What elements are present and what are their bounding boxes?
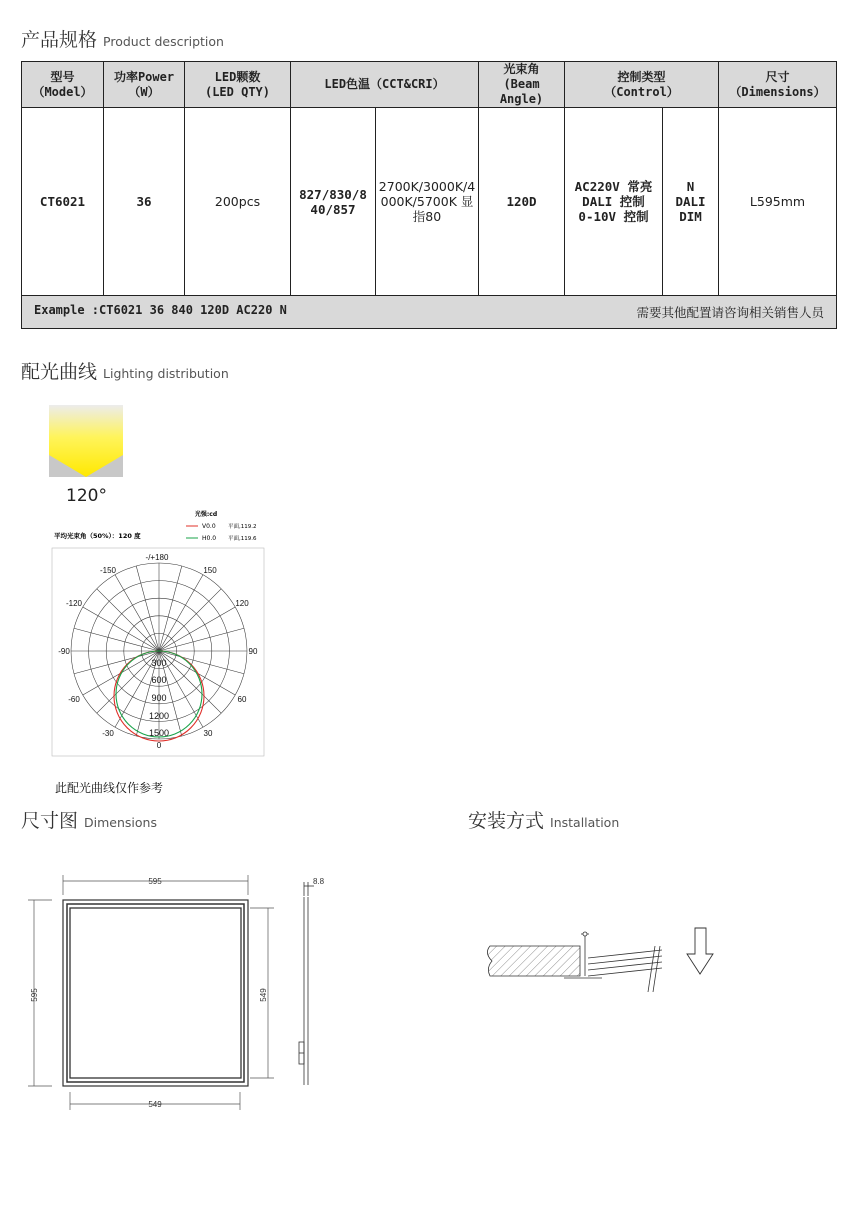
cell-control-code: N DALI DIM xyxy=(663,108,719,296)
polar-unit-label: 光强:cd xyxy=(194,511,218,518)
polar-spoke xyxy=(115,575,159,651)
example-text: Example :CT6021 36 840 120D AC220 N xyxy=(34,303,287,317)
header-led-qty: LED颗数 (LED QTY) xyxy=(185,62,291,108)
lighting-section-title xyxy=(21,357,229,384)
angle-label-90: 90 xyxy=(248,647,258,656)
polar-spoke xyxy=(159,607,235,651)
header-dimensions: 尺寸 （Dimensions） xyxy=(719,62,837,108)
polar-spoke xyxy=(159,575,203,651)
polar-spoke xyxy=(136,566,159,651)
angle-label-neg90: -90 xyxy=(58,647,70,656)
dim-inner-width: 549 xyxy=(148,1100,162,1109)
header-control: 控制类型 （Control） xyxy=(565,62,719,108)
angle-label-neg30: -30 xyxy=(102,729,114,738)
angle-label-180: -/+180 xyxy=(145,553,169,562)
angle-label-0: 0 xyxy=(156,741,162,750)
cell-dimensions: L595mm xyxy=(719,108,837,296)
angle-label-neg60: -60 xyxy=(68,695,80,704)
ceiling-section xyxy=(487,946,580,976)
beam-angle-label: 120° xyxy=(66,486,107,506)
polar-note: 此配光曲线仅作参考 xyxy=(55,781,164,795)
polar-spoke xyxy=(74,651,159,674)
table-footer-row xyxy=(22,296,837,329)
header-power: 功率Power （W） xyxy=(104,62,185,108)
polar-spoke xyxy=(159,628,244,651)
polar-spoke xyxy=(159,566,182,651)
angle-label-neg120: -120 xyxy=(65,599,83,608)
legend-v-value: 平面,119.2 xyxy=(228,524,257,530)
polar-spoke xyxy=(159,651,221,713)
polar-spoke xyxy=(97,651,159,713)
angle-label-120: 120 xyxy=(235,599,249,608)
installation-section-title xyxy=(468,806,619,833)
angle-label-60: 60 xyxy=(237,695,247,704)
contact-note: 需要其他配置请咨询相关销售人员 xyxy=(636,305,825,320)
legend-h-name: H0.0 xyxy=(202,535,217,542)
installation-title-en: Installation xyxy=(550,815,620,830)
example-row xyxy=(22,296,837,329)
polar-spoke xyxy=(159,589,221,651)
dimensions-title-cn: 尺寸图 xyxy=(21,810,79,832)
beam-angle-icon xyxy=(49,405,123,477)
polar-spoke xyxy=(74,628,159,651)
installation-diagram xyxy=(480,920,740,1000)
avg-beam-label: 平均光束角（50%）：120 度 xyxy=(54,532,141,540)
cell-led-qty: 200pcs xyxy=(185,108,291,296)
ring-label-600: 600 xyxy=(151,675,167,685)
ring-label-1200: 1200 xyxy=(148,711,170,721)
angle-label-150: 150 xyxy=(203,566,217,575)
dimensions-section-title xyxy=(21,806,157,833)
table-header-row xyxy=(22,62,837,108)
header-model: 型号 （Model） xyxy=(22,62,104,108)
lighting-title-en: Lighting distribution xyxy=(103,366,229,381)
cell-control: AC220V 常亮 DALI 控制 0-10V 控制 xyxy=(565,108,663,296)
polar-chart xyxy=(50,504,266,758)
polar-spoke xyxy=(97,589,159,651)
ring-label-900: 900 xyxy=(151,693,167,703)
header-beam-angle: 光束角 (Beam Angle) xyxy=(479,62,565,108)
dim-outer-height: 595 xyxy=(30,988,39,1002)
spec-title-cn: 产品规格 xyxy=(21,29,98,51)
angle-label-30: 30 xyxy=(203,729,213,738)
table-row xyxy=(22,108,837,296)
down-arrow-icon xyxy=(687,928,713,974)
cell-model: CT6021 xyxy=(22,108,104,296)
dimensions-drawing xyxy=(20,870,340,1115)
side-profile xyxy=(299,882,314,1085)
legend-h-value: 平面,119.6 xyxy=(228,536,257,542)
angle-label-neg150: -150 xyxy=(99,566,117,575)
spec-section-title xyxy=(21,25,224,52)
panel-side xyxy=(588,946,662,992)
spec-title-en: Product description xyxy=(103,34,224,49)
cell-beam-angle: 120D xyxy=(479,108,565,296)
ring-label-300: 300 xyxy=(151,658,167,668)
legend-v-name: V0.0 xyxy=(202,523,216,530)
clip-pin xyxy=(583,932,587,936)
polar-spoke xyxy=(83,607,159,651)
dimensions-title-en: Dimensions xyxy=(84,815,157,830)
ring-label-1500: 1500 xyxy=(148,728,170,738)
cell-cct-desc: 2700K/3000K/4 000K/5700K 显 指80 xyxy=(376,108,479,296)
cell-power: 36 xyxy=(104,108,185,296)
panel-outer-frame xyxy=(63,900,248,1086)
spec-table xyxy=(21,61,837,329)
installation-title-cn: 安装方式 xyxy=(468,810,545,832)
polar-spoke xyxy=(159,651,244,674)
header-cct: LED色温（CCT&CRI） xyxy=(291,62,479,108)
dim-outer-width: 595 xyxy=(148,877,162,886)
dim-thickness: 8.8 xyxy=(313,877,325,886)
lighting-title-cn: 配光曲线 xyxy=(21,361,98,383)
dim-inner-height: 549 xyxy=(259,988,268,1002)
cell-cct-code: 827/830/8 40/857 xyxy=(291,108,376,296)
